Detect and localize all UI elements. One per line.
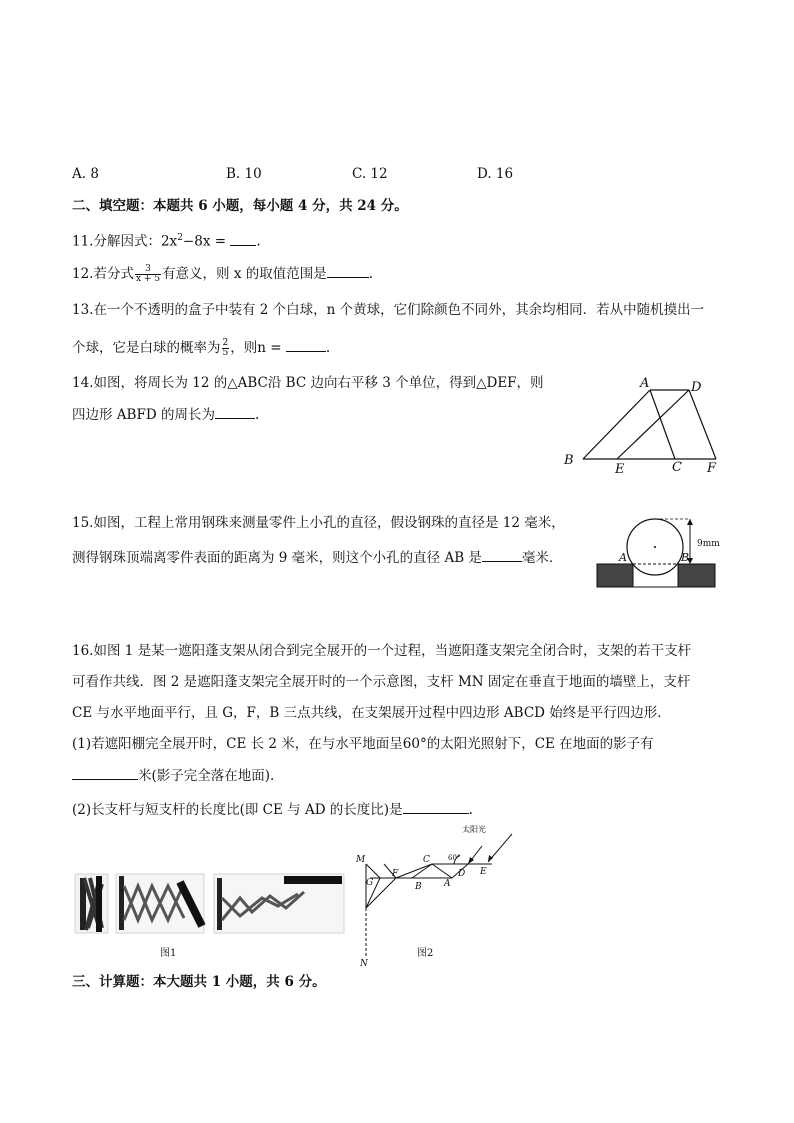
- q16-label-e: E: [480, 867, 487, 877]
- q15-label-a: A: [619, 551, 627, 564]
- q15-dimension-label: 9mm: [697, 539, 720, 549]
- q15-part-right: [678, 564, 715, 587]
- q11-answer-blank[interactable]: [230, 231, 256, 246]
- q14-side-ba: [583, 390, 650, 459]
- q15-figure: [594, 512, 720, 592]
- q16-label-a: A: [444, 879, 451, 889]
- q16-part2-blank[interactable]: [403, 799, 469, 814]
- q14-label-c: C: [672, 460, 682, 475]
- option-b: B. 10: [226, 166, 262, 182]
- q15-part-left: [597, 564, 633, 587]
- q13-line1: 13.在一个不透明的盒子中装有 2 个白球，n 个黄球，它们除颜色不同外，其余均相同．若从中随机摸出一: [72, 302, 705, 318]
- q13-end: .: [325, 340, 331, 356]
- q11-mid: −8x =: [182, 233, 227, 250]
- q14-label-d: D: [691, 380, 702, 395]
- q14-line2: [72, 404, 259, 425]
- q14-end: .: [254, 407, 260, 423]
- q11-exponent: 2: [177, 233, 183, 243]
- q13-prefix: 个球，它是白球的概率为: [72, 340, 221, 356]
- q12-answer-blank[interactable]: [327, 263, 369, 278]
- question-12: [72, 263, 373, 284]
- q14-label-b: B: [564, 453, 574, 468]
- q16-line3: CE 与水平地面平行，且 G，F，B 三点共线，在支架展开过程中四边形 ABCD 始终是平行四边形．: [72, 705, 671, 721]
- q16-part2: [72, 799, 473, 820]
- q14-side-ed: [617, 390, 689, 459]
- q15-end: 毫米．: [521, 550, 563, 566]
- option-d: D. 16: [477, 166, 514, 182]
- q12-prefix: 12.若分式: [72, 266, 134, 282]
- q16-label-b: B: [415, 882, 422, 892]
- q16-label-d: D: [458, 869, 466, 879]
- q13-mid: ，则n =: [230, 340, 282, 356]
- q15-label-b: B: [681, 551, 690, 564]
- q13-answer-blank[interactable]: [286, 337, 326, 352]
- q16-figure1: [72, 862, 348, 962]
- q16-rod-ac: [432, 864, 452, 878]
- option-a: A. 8: [72, 166, 99, 182]
- q16-label-sunlight: 太阳光: [462, 825, 486, 834]
- q16-part1-blank[interactable]: [72, 765, 138, 780]
- q16-photo-open: [214, 874, 344, 933]
- q16-rod-fc: [396, 864, 432, 878]
- q16-label-g: G: [366, 878, 374, 888]
- q16-label-f: F: [392, 869, 399, 879]
- q16-part1: (1)若遮阳棚完全展开时，CE 长 2 米，在与水平地面呈60°的太阳光照射下，CE 在地面的影子有: [72, 736, 654, 752]
- q16-figure1-caption: 图1: [160, 948, 177, 959]
- q16-part1-end: 米(影子完全落在地面).: [138, 768, 275, 784]
- option-c: C. 12: [352, 166, 388, 182]
- q13-denominator: 5: [222, 348, 229, 358]
- q14-answer-blank[interactable]: [215, 404, 255, 419]
- q16-part2-text: (2)长支杆与短支杆的长度比(即 CE 与 AD 的长度比)是: [72, 802, 403, 818]
- section3-title: 三、计算题：本大题共 1 小题，共 6 分。: [72, 974, 326, 990]
- q14-line1: 14.如图，将周长为 12 的△ABC沿 BC 边向右平移 3 个单位，得到△DEF，则: [72, 375, 544, 391]
- q14-prefix: 四边形 ABFD 的周长为: [72, 407, 215, 423]
- q16-label-n: N: [360, 959, 368, 968]
- q16-line1: 16.如图 1 是某一遮阳蓬支架从闭合到完全展开的一个过程，当遮阳蓬支架完全闭合时，支架的若干支杆: [72, 643, 692, 659]
- q15-line2: [72, 547, 562, 568]
- q16-part2-end: .: [468, 802, 473, 818]
- q11-end: .: [256, 233, 261, 250]
- q11-prefix: 11.分解因式：2x: [72, 233, 178, 250]
- q12-denominator: x + 5: [135, 274, 161, 284]
- q15-prefix: 测得钢珠顶端离零件表面的距离为 9 毫米，则这个小孔的直径 AB 是: [72, 550, 482, 566]
- q16-figure2-caption: 图2: [417, 948, 434, 959]
- q14-side-df: [689, 390, 716, 459]
- q16-label-m: M: [356, 855, 366, 865]
- q16-label-angle: 60°: [448, 854, 461, 862]
- q12-fraction: [135, 265, 161, 284]
- q13-fraction: [222, 339, 230, 358]
- q16-line2: 可看作共线．图 2 是遮阳蓬支架完全展开时的一个示意图，支杆 MN 固定在垂直于地面的墙壁上，支杆: [72, 674, 691, 690]
- q16-photo-half-open: [116, 874, 204, 933]
- q15-arrow-up: [687, 519, 693, 525]
- q12-end: .: [368, 266, 374, 282]
- q16-part1-answer: [72, 765, 274, 786]
- q16-rod-mg: [366, 864, 380, 878]
- q15-line1: 15.如图，工程上常用钢珠来测量零件上小孔的直径，假设钢珠的直径是 12 毫米，: [72, 515, 565, 531]
- q14-label-f: F: [707, 461, 717, 476]
- q12-numerator: 3: [135, 265, 161, 275]
- q16-label-c: C: [423, 855, 430, 865]
- q15-ball-center: [654, 546, 656, 548]
- q14-label-a: A: [640, 376, 650, 391]
- q12-mid: 有意义，则 x 的取值范围是: [162, 266, 327, 282]
- question-11: [72, 228, 261, 252]
- q13-numerator: 2: [222, 338, 229, 348]
- q13-line2: [72, 337, 330, 358]
- q16-figure2: [352, 818, 524, 968]
- q15-answer-blank[interactable]: [482, 547, 522, 562]
- q16-photo-closed: [75, 874, 108, 933]
- q14-figure: [556, 372, 726, 476]
- q14-label-e: E: [615, 462, 625, 476]
- q16-ray-arrow-2: [488, 855, 493, 862]
- section2-title: 二、填空题：本题共 6 小题，每小题 4 分，共 24 分。: [72, 198, 408, 214]
